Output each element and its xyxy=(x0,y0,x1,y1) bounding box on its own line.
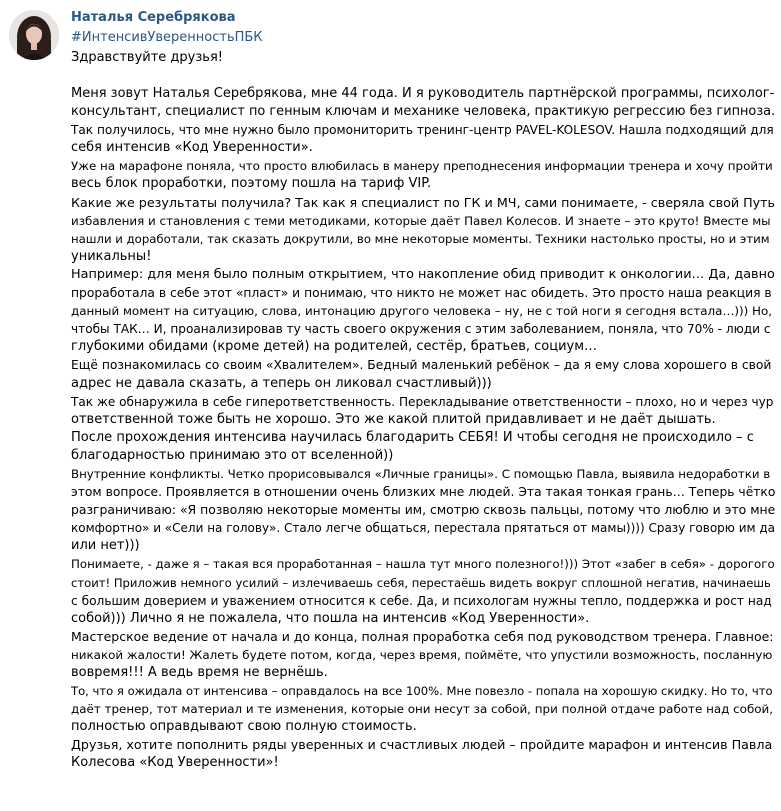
text-line: комфортно» и «Сели на голову». Стало легче общаться, перестала прятаться от мамы)))) Сразу говорю им да xyxy=(71,521,776,536)
text-line: с большим доверием и уважением относится к себе. Да, и психологам нужны тепло, поддержка и рост над xyxy=(71,593,772,608)
text-line: уникальны! xyxy=(71,248,152,264)
avatar[interactable] xyxy=(9,10,59,60)
text-line: разграничиваю: «Я позволяю некоторые моменты им, смотрю сквозь пальцы, потому что люблю и это мне xyxy=(71,502,776,518)
text-line: Например: для меня было полным открытием, что накопление обид приводит к онкологии… Да, давно xyxy=(71,266,775,282)
text-line: Так же обнаружила в себе гиперответственность. Перекладывание ответственности – плохо, но и через чур xyxy=(71,394,774,409)
text-line: вовремя!!! А ведь время не вернёшь. xyxy=(71,665,328,680)
text-line: данный момент на ситуацию, слова, интонацию другого человека – ну, не с той ноги я сегодня встала…))) Но, xyxy=(71,304,773,319)
text-line: Понимаете, - даже я – такая вся проработанная – нашла тут много полезного!))) Этот «забег в себя» - дорогого xyxy=(71,557,775,572)
text-line: После прохождения интенсива научилась благодарить СЕБЯ! И чтобы сегодня не происходило – с xyxy=(71,429,754,445)
text-line: Внутренние конфликты. Четко прорисовывался «Личные границы». С помощью Павла, выявила недоработки в xyxy=(71,466,771,481)
text-line: глубокими обидами (кроме детей) на родителей, сестёр, братьев, социум… xyxy=(71,339,598,355)
text-line: этом вопросе. Проявляется в отношении очень близких мне людей. Эта такая тонкая грань… Теперь чётко xyxy=(71,485,776,500)
author-name-link[interactable]: Наталья Серебрякова xyxy=(71,10,236,25)
text-line: полностью оправдывают свою полную стоимость. xyxy=(71,719,417,735)
text-line: или нет))) xyxy=(71,538,140,554)
user-avatar-photo-icon xyxy=(9,10,59,60)
text-line: То, что я ожидала от интенсива – оправдалось на все 100%. Мне повезло - попала на хорошую скидку. Но то, что xyxy=(71,684,773,699)
text-line: даёт тренер, тот материал и те изменения, которые они несут за собой, при полной отдаче работе над собой, xyxy=(71,702,774,717)
text-line: Какие же результаты получила? Так как я специалист по ГК и МЧ, сами понимаете, - сверяла свой Путь xyxy=(71,194,776,210)
text-line: Ещё познакомилась со своим «Хвалителем». Бедный маленький ребёнок – да я ему слова хорошего в свой xyxy=(71,358,772,373)
text-line: благодарностью принимаю это от вселенной)) xyxy=(71,447,394,463)
text-line: Уже на марафоне поняла, что просто влюбилась в манеру преподнесения информации тренера и хочу пройти xyxy=(71,159,773,174)
text-line: ответственной тоже быть не хорошо. Это же какой плитой придавливает и не даёт дышать. xyxy=(71,411,716,427)
text-line: стоит! Приложив немного усилий – излечиваешь себя, перестаёшь видеть вокруг сплошной негатив, начинаешь xyxy=(71,575,771,590)
text-line: адрес не давала сказать, а теперь он ликовал счастливый))) xyxy=(71,375,492,391)
hashtag-link[interactable]: #ИнтенсивУверенностьПБК xyxy=(71,30,263,45)
text-line: Колесова «Код Уверенности»! xyxy=(71,755,279,771)
post-greeting: Здравствуйте друзья! xyxy=(71,50,223,65)
text-line: нашли и доработали, так сказать докрутили, во мне некоторые моменты. Техники настолько просты, но и этим xyxy=(71,231,770,246)
post-body-text xyxy=(71,85,776,773)
text-line: чтобы ТАК… И, проанализировав ту часть своего окружения с этим заболеванием, поняла, что 70% - люди с xyxy=(71,322,771,337)
text-line: себя интенсив «Код Уверенности». xyxy=(71,140,313,156)
text-line: избавления и становления с теми методиками, которые даёт Павел Колесов. И знаете – это круто! Вместе мы xyxy=(71,213,771,228)
text-line: весь блок проработки, поэтому пошла на тариф VIP. xyxy=(71,176,432,192)
text-line: проработала в себе этот «пласт» и понимаю, что никто не может нас обидеть. Это просто наша реакция в xyxy=(71,286,772,301)
text-line: собой))) Лично я не пожалела, что пошла на интенсив «Код Уверенности». xyxy=(71,610,590,626)
text-line: Мастерское ведение от начала и до конца, полная проработка себя под руководством тренера. Главное: xyxy=(71,628,774,644)
text-line: Так получилось, что мне нужно было промониторить тренинг-центр PAVEL-KOLESOV. Нашла подходящий для xyxy=(71,123,774,138)
text-line: Друзья, хотите пополнить ряды уверенных и счастливых людей – пройдите марафон и интенсив Павла xyxy=(71,737,773,753)
text-line: консультант, специалист по генным ключам и механике человека, практикую регрессию без гипноза. xyxy=(71,104,776,120)
text-line: Меня зовут Наталья Серебрякова, мне 44 года. И я руководитель партнёрской программы, психолог- xyxy=(71,86,775,101)
text-line: никакой жалости! Жалеть будете потом, когда, через время, поймёте, что упустили возможность, посланную xyxy=(71,647,773,662)
